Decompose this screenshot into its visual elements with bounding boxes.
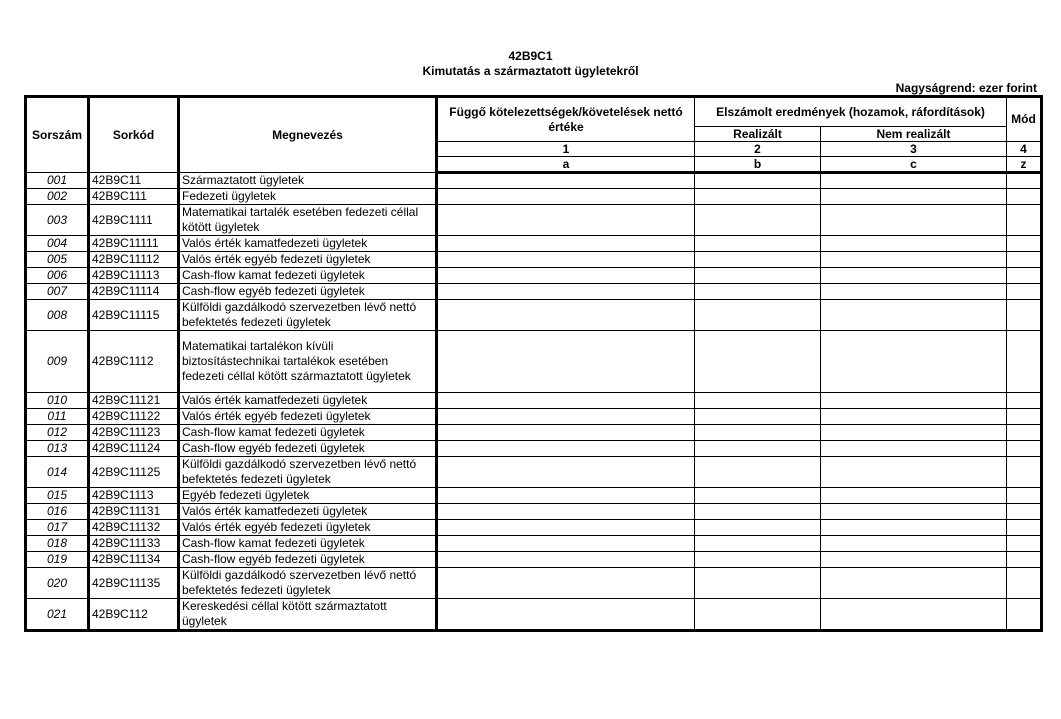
col-megnevezes-header: Megnevezés xyxy=(179,97,437,173)
cell-mod[interactable] xyxy=(1007,173,1042,189)
col-letter-b: b xyxy=(695,157,821,173)
row-number: 008 xyxy=(26,300,89,331)
cell-mod[interactable] xyxy=(1007,568,1042,599)
cell-fuggo[interactable] xyxy=(437,425,695,441)
row-name: Cash-flow kamat fedezeti ügyletek xyxy=(179,536,437,552)
cell-nem-realizalt[interactable] xyxy=(821,457,1007,488)
col-sorszam-header: Sorszám xyxy=(26,97,89,173)
row-code: 42B9C111 xyxy=(89,189,179,205)
row-name: Cash-flow egyéb fedezeti ügyletek xyxy=(179,552,437,568)
table-row xyxy=(26,599,1042,631)
col-mod-header: Mód xyxy=(1007,97,1042,142)
cell-fuggo[interactable] xyxy=(437,536,695,552)
row-code: 42B9C1112 xyxy=(89,331,179,393)
row-number: 014 xyxy=(26,457,89,488)
row-code: 42B9C11 xyxy=(89,173,179,189)
cell-fuggo[interactable] xyxy=(437,300,695,331)
row-name: Egyéb fedezeti ügyletek xyxy=(179,488,437,504)
col-letter-z: z xyxy=(1007,157,1042,173)
cell-fuggo[interactable] xyxy=(437,173,695,189)
form-title: Kimutatás a származtatott ügyletekről xyxy=(422,64,639,78)
cell-mod[interactable] xyxy=(1007,189,1042,205)
row-number: 006 xyxy=(26,268,89,284)
row-number: 021 xyxy=(26,599,89,631)
col-letter-a: a xyxy=(437,157,695,173)
row-number: 015 xyxy=(26,488,89,504)
cell-realizalt[interactable] xyxy=(695,599,821,631)
cell-mod[interactable] xyxy=(1007,441,1042,457)
row-number: 013 xyxy=(26,441,89,457)
cell-fuggo[interactable] xyxy=(437,599,695,631)
cell-mod[interactable] xyxy=(1007,425,1042,441)
cell-fuggo[interactable] xyxy=(437,520,695,536)
cell-mod[interactable] xyxy=(1007,252,1042,268)
row-code: 42B9C11135 xyxy=(89,568,179,599)
cell-fuggo[interactable] xyxy=(437,236,695,252)
cell-realizalt[interactable] xyxy=(695,520,821,536)
row-number: 019 xyxy=(26,552,89,568)
row-name: Valós érték kamatfedezeti ügyletek xyxy=(179,236,437,252)
row-name: Cash-flow kamat fedezeti ügyletek xyxy=(179,425,437,441)
cell-nem-realizalt[interactable] xyxy=(821,520,1007,536)
cell-nem-realizalt[interactable] xyxy=(821,268,1007,284)
row-number: 009 xyxy=(26,331,89,393)
row-name: Fedezeti ügyletek xyxy=(179,189,437,205)
row-name: Kereskedési céllal kötött származtatott ügyletek xyxy=(179,599,437,631)
cell-nem-realizalt[interactable] xyxy=(821,284,1007,300)
row-code: 42B9C11123 xyxy=(89,425,179,441)
row-code: 42B9C11122 xyxy=(89,409,179,425)
row-number: 001 xyxy=(26,173,89,189)
cell-fuggo[interactable] xyxy=(437,393,695,409)
cell-realizalt[interactable] xyxy=(695,568,821,599)
row-number: 004 xyxy=(26,236,89,252)
table-row xyxy=(26,173,1042,189)
row-code: 42B9C112 xyxy=(89,599,179,631)
table-row xyxy=(26,441,1042,457)
table-row xyxy=(26,268,1042,284)
row-name: Matematikai tartalék esetében fedezeti céllal kötött ügyletek xyxy=(179,205,437,236)
cell-nem-realizalt[interactable] xyxy=(821,552,1007,568)
col-realizalt-header: Realizált xyxy=(695,127,821,142)
cell-realizalt[interactable] xyxy=(695,425,821,441)
cell-realizalt[interactable] xyxy=(695,300,821,331)
row-code: 42B9C1113 xyxy=(89,488,179,504)
row-name: Külföldi gazdálkodó szervezetben lévő nettó befektetés fedezeti ügyletek xyxy=(179,568,437,599)
row-name: Valós érték kamatfedezeti ügyletek xyxy=(179,504,437,520)
col-fuggo-header: Függő kötelezettségek/követelések nettó értéke xyxy=(437,97,695,142)
cell-fuggo[interactable] xyxy=(437,409,695,425)
cell-fuggo[interactable] xyxy=(437,441,695,457)
col-letter-c: c xyxy=(821,157,1007,173)
cell-fuggo[interactable] xyxy=(437,331,695,393)
col-number-3: 3 xyxy=(821,142,1007,157)
row-code: 42B9C11113 xyxy=(89,268,179,284)
cell-mod[interactable] xyxy=(1007,599,1042,631)
table-row xyxy=(26,331,1042,393)
cell-realizalt[interactable] xyxy=(695,457,821,488)
row-number: 020 xyxy=(26,568,89,599)
cell-nem-realizalt[interactable] xyxy=(821,189,1007,205)
table-row xyxy=(26,189,1042,205)
table-row xyxy=(26,252,1042,268)
cell-realizalt[interactable] xyxy=(695,173,821,189)
table-row xyxy=(26,205,1042,236)
row-number: 002 xyxy=(26,189,89,205)
cell-realizalt[interactable] xyxy=(695,393,821,409)
report-table xyxy=(24,95,1043,632)
cell-mod[interactable] xyxy=(1007,205,1042,236)
cell-realizalt[interactable] xyxy=(695,284,821,300)
cell-mod[interactable] xyxy=(1007,300,1042,331)
cell-realizalt[interactable] xyxy=(695,504,821,520)
row-code: 42B9C1111 xyxy=(89,205,179,236)
cell-nem-realizalt[interactable] xyxy=(821,173,1007,189)
cell-fuggo[interactable] xyxy=(437,284,695,300)
form-code: 42B9C1 xyxy=(508,49,553,63)
cell-nem-realizalt[interactable] xyxy=(821,504,1007,520)
cell-nem-realizalt[interactable] xyxy=(821,236,1007,252)
cell-mod[interactable] xyxy=(1007,520,1042,536)
cell-fuggo[interactable] xyxy=(437,504,695,520)
col-number-2: 2 xyxy=(695,142,821,157)
row-name: Cash-flow kamat fedezeti ügyletek xyxy=(179,268,437,284)
cell-fuggo[interactable] xyxy=(437,252,695,268)
table-row xyxy=(26,552,1042,568)
row-name: Cash-flow egyéb fedezeti ügyletek xyxy=(179,284,437,300)
row-name: Valós érték kamatfedezeti ügyletek xyxy=(179,393,437,409)
cell-nem-realizalt[interactable] xyxy=(821,568,1007,599)
table-row xyxy=(26,457,1042,488)
cell-fuggo[interactable] xyxy=(437,457,695,488)
cell-fuggo[interactable] xyxy=(437,189,695,205)
row-code: 42B9C11111 xyxy=(89,236,179,252)
row-code: 42B9C11121 xyxy=(89,393,179,409)
row-number: 003 xyxy=(26,205,89,236)
table-row xyxy=(26,409,1042,425)
cell-nem-realizalt[interactable] xyxy=(821,331,1007,393)
col-elszamolt-header: Elszámolt eredmények (hozamok, ráfordítások) xyxy=(695,97,1007,127)
cell-nem-realizalt[interactable] xyxy=(821,300,1007,331)
row-name: Külföldi gazdálkodó szervezetben lévő nettó befektetés fedezeti ügyletek xyxy=(179,457,437,488)
cell-mod[interactable] xyxy=(1007,268,1042,284)
cell-nem-realizalt[interactable] xyxy=(821,425,1007,441)
table-row xyxy=(26,284,1042,300)
row-number: 012 xyxy=(26,425,89,441)
cell-fuggo[interactable] xyxy=(437,568,695,599)
cell-nem-realizalt[interactable] xyxy=(821,536,1007,552)
cell-realizalt[interactable] xyxy=(695,205,821,236)
cell-fuggo[interactable] xyxy=(437,268,695,284)
row-name: Valós érték egyéb fedezeti ügyletek xyxy=(179,409,437,425)
table-row xyxy=(26,393,1042,409)
row-number: 011 xyxy=(26,409,89,425)
cell-mod[interactable] xyxy=(1007,488,1042,504)
cell-nem-realizalt[interactable] xyxy=(821,409,1007,425)
table-row xyxy=(26,236,1042,252)
unit-label: Nagyságrend: ezer forint xyxy=(895,81,1037,95)
row-code: 42B9C11132 xyxy=(89,520,179,536)
cell-realizalt[interactable] xyxy=(695,409,821,425)
table-row xyxy=(26,488,1042,504)
cell-fuggo[interactable] xyxy=(437,488,695,504)
cell-mod[interactable] xyxy=(1007,236,1042,252)
cell-realizalt[interactable] xyxy=(695,488,821,504)
col-nem-realizalt-header: Nem realizált xyxy=(821,127,1007,142)
row-number: 016 xyxy=(26,504,89,520)
row-name: Cash-flow egyéb fedezeti ügyletek xyxy=(179,441,437,457)
table-row xyxy=(26,536,1042,552)
cell-mod[interactable] xyxy=(1007,536,1042,552)
cell-nem-realizalt[interactable] xyxy=(821,393,1007,409)
cell-realizalt[interactable] xyxy=(695,441,821,457)
col-number-1: 1 xyxy=(437,142,695,157)
row-code: 42B9C11133 xyxy=(89,536,179,552)
cell-mod[interactable] xyxy=(1007,552,1042,568)
table-row xyxy=(26,425,1042,441)
cell-realizalt[interactable] xyxy=(695,552,821,568)
row-code: 42B9C11124 xyxy=(89,441,179,457)
row-code: 42B9C11114 xyxy=(89,284,179,300)
cell-realizalt[interactable] xyxy=(695,236,821,252)
cell-nem-realizalt[interactable] xyxy=(821,599,1007,631)
row-code: 42B9C11115 xyxy=(89,300,179,331)
row-code: 42B9C11131 xyxy=(89,504,179,520)
table-row xyxy=(26,520,1042,536)
cell-fuggo[interactable] xyxy=(437,552,695,568)
cell-mod[interactable] xyxy=(1007,331,1042,393)
cell-realizalt[interactable] xyxy=(695,189,821,205)
cell-nem-realizalt[interactable] xyxy=(821,205,1007,236)
cell-mod[interactable] xyxy=(1007,409,1042,425)
cell-mod[interactable] xyxy=(1007,284,1042,300)
row-number: 018 xyxy=(26,536,89,552)
row-name: Valós érték egyéb fedezeti ügyletek xyxy=(179,252,437,268)
col-sorkod-header: Sorkód xyxy=(89,97,179,173)
cell-nem-realizalt[interactable] xyxy=(821,252,1007,268)
cell-mod[interactable] xyxy=(1007,393,1042,409)
cell-mod[interactable] xyxy=(1007,457,1042,488)
row-code: 42B9C11134 xyxy=(89,552,179,568)
row-code: 42B9C11112 xyxy=(89,252,179,268)
cell-fuggo[interactable] xyxy=(437,205,695,236)
table-row xyxy=(26,300,1042,331)
row-name: Valós érték egyéb fedezeti ügyletek xyxy=(179,520,437,536)
row-name: Származtatott ügyletek xyxy=(179,173,437,189)
table-row xyxy=(26,504,1042,520)
cell-nem-realizalt[interactable] xyxy=(821,441,1007,457)
cell-realizalt[interactable] xyxy=(695,252,821,268)
row-number: 017 xyxy=(26,520,89,536)
cell-mod[interactable] xyxy=(1007,504,1042,520)
col-number-4: 4 xyxy=(1007,142,1042,157)
row-name: Külföldi gazdálkodó szervezetben lévő nettó befektetés fedezeti ügyletek xyxy=(179,300,437,331)
cell-realizalt[interactable] xyxy=(695,331,821,393)
cell-realizalt[interactable] xyxy=(695,536,821,552)
cell-realizalt[interactable] xyxy=(695,268,821,284)
row-number: 007 xyxy=(26,284,89,300)
row-number: 010 xyxy=(26,393,89,409)
cell-nem-realizalt[interactable] xyxy=(821,488,1007,504)
row-name: Matematikai tartalékon kívüli biztosítástechnikai tartalékok esetében fedezeti céllal kötött származtatott ügyletek xyxy=(179,331,437,393)
row-code: 42B9C11125 xyxy=(89,457,179,488)
table-row xyxy=(26,568,1042,599)
row-number: 005 xyxy=(26,252,89,268)
